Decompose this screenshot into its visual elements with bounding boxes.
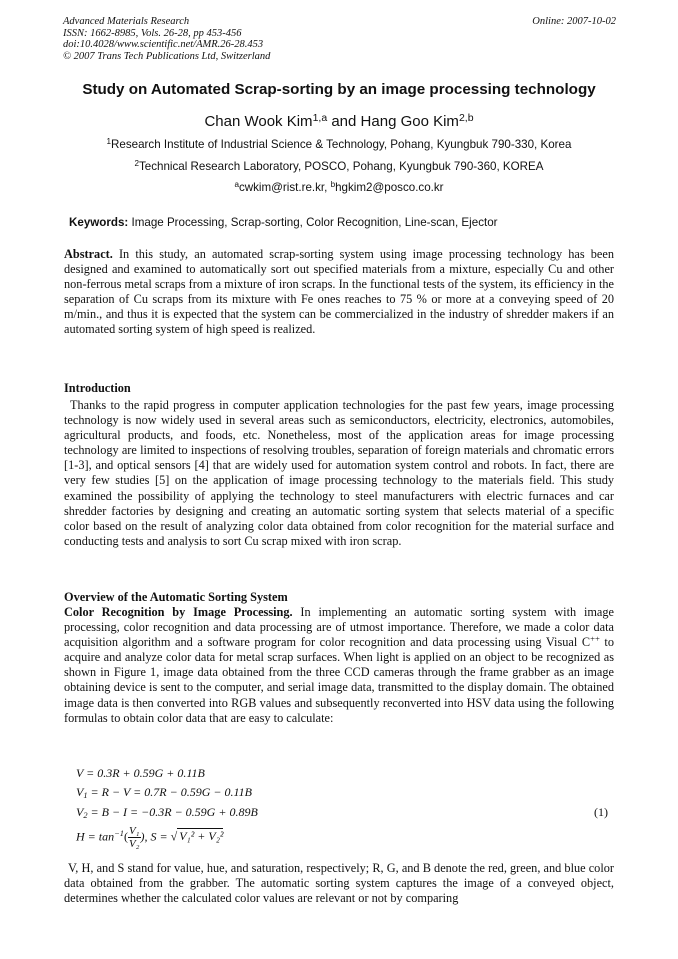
author-2-sup: 2,b xyxy=(458,111,474,124)
email-b-sup: b xyxy=(330,179,336,189)
overview-text-2: to acquire and analyze color data for metal scrap surfaces. When light is applied on an object to be recognized as shown in Figure 1, image data obtained from the three CCD cameras through the frame grabber as an image obtaining device is sent to the computer, and serial image data, transmitted to the display domain. The obtained image data is then converted into RGB values and subsequently reconverted into HSV data using the following formulas to obtain color data that are easy to calculate: xyxy=(64,635,614,725)
equation-numerator: V₁ xyxy=(128,825,140,837)
affiliation-2-text: Technical Research Laboratory, POSCO, Pohang, Kyungbuk 790-360, KOREA xyxy=(139,160,544,173)
introduction-text: Thanks to the rapid progress in computer application technologies for the past few years, image processing technology is now widely used in several areas such as semiconductors, electricity, electronics, automobiles, agricultural products, and foods, etc. Nonetheless, most of the application areas for image processing technology are limited to inspections of resolving troubles, separation of foreign materials and chromatic errors [1-3], and optical sensors [4] that are widely used for automation system control and robots. In fact, there are very few studies [5] on the application of image processing technology to the materials field. This study examined the possibility of applying the technology to steel manufacturers with electric furnaces and car shredder factories by designing and creating an automatic sorting system that selects material of a specific color based on the result of analyzing color data obtained from color recognition for the material surface and conducting tests and analysis to sort Cu scrap mixed with iron scrap. xyxy=(64,398,614,548)
abstract-label: Abstract. xyxy=(64,247,113,261)
abstract-paragraph xyxy=(64,247,614,338)
overview-sup: ++ xyxy=(590,633,600,644)
author-2: Hang Goo Kim xyxy=(360,113,459,130)
abstract-text: In this study, an automated scrap-sorting system using image processing technology has been designed and examined to automatically sort out specified materials from a mixture, especially Cu and other non-ferrous metal scraps from a mixture of iron scraps. In the functional tests of the system, its efficiency in the separation of Cu scraps from its mixture with Fe ones reaches to 75 % or more at a conveying speed of 20 m/min., and thus it is expected that the system can be commercialized in the industry of shredder makers if an automated sorting system of high speed is realized. xyxy=(64,247,614,337)
paper-title: Study on Automated Scrap-sorting by an image processing technology xyxy=(82,81,596,98)
equation-hue-saturation: $H = \tan^{-1}$( $\frac{\text{V₁}}{\text{V₂}}$ ), S = √ V₁² + V₂² xyxy=(76,825,224,850)
equation-v1-sub: 1 xyxy=(83,791,88,801)
copyright-line: © 2007 Trans Tech Publications Ltd, Switzerland xyxy=(63,50,271,62)
equation-fraction xyxy=(128,825,141,850)
equation-inverse: −1 xyxy=(114,829,124,839)
email-a-sup: a xyxy=(234,179,239,189)
affiliation-1 xyxy=(0,138,678,151)
equation-denominator: V₂ xyxy=(128,838,140,850)
email-b[interactable]: hgkim2@posco.co.kr xyxy=(335,181,444,194)
keywords-text: Image Processing, Scrap-sorting, Color Recognition, Line-scan, Ejector xyxy=(128,216,498,229)
author-conjunction: and xyxy=(327,113,361,130)
overview-text-1: In implementing an automatic sorting system with image processing, color recognition and data processing are of utmost importance. Therefore, we made a color data acquisition algorithm and a software program for color recognition and data processing using Visual C xyxy=(64,605,615,650)
equation-h: H = tan xyxy=(76,829,115,844)
doi-line: doi:10.4028/www.scientific.net/AMR.26-28.453 xyxy=(63,39,264,51)
journal-name: Advanced Materials Research xyxy=(63,16,190,27)
journal-header xyxy=(63,16,270,62)
equation-v2 xyxy=(76,805,258,820)
affiliation-2-sup: 2 xyxy=(134,158,139,168)
overview-subheading: Color Recognition by Image Processing. xyxy=(64,605,293,619)
affiliation-1-text: Research Institute of Industrial Science & Technology, Pohang, Kyungbuk 790-330, Korea xyxy=(111,138,572,151)
author-1-sup: 1,a xyxy=(312,111,328,124)
overview-heading: Overview of the Automatic Sorting System xyxy=(64,590,288,604)
keywords-line xyxy=(69,216,498,229)
affiliation-1-sup: 1 xyxy=(106,136,112,146)
equation-v2-sub: 2 xyxy=(83,811,88,821)
post-equation-text: V, H, and S stand for value, hue, and saturation, respectively; R, G, and B denote the red, green, and blue color data obtained from the grabber. The automatic sorting system captures the image of a conveyed object, determines whether the calculated color values are relevant or not by comparing xyxy=(64,861,614,906)
equation-value: V = 0.3R + 0.59G + 0.11B xyxy=(76,766,205,780)
issn-line: ISSN: 1662-8985, Vols. 26-28, pp 453-456 xyxy=(63,27,242,39)
email-line xyxy=(0,181,678,194)
equation-v2-rhs: = B − I = −0.3R − 0.59G + 0.89B xyxy=(87,805,258,819)
overview-paragraph xyxy=(64,605,614,726)
equation-v1-lhs: V xyxy=(76,785,84,799)
online-date: Online: 2007-10-02 xyxy=(532,16,616,27)
author-line xyxy=(0,113,678,130)
author-1: Chan Wook Kim xyxy=(204,113,313,130)
equation-v2-lhs: V xyxy=(76,805,84,819)
equation-v1 xyxy=(76,785,252,800)
equation-number: (1) xyxy=(594,805,608,819)
introduction-heading: Introduction xyxy=(64,381,131,395)
keywords-label: Keywords: xyxy=(69,216,129,229)
affiliation-2 xyxy=(0,160,678,173)
post-equation-paragraph xyxy=(64,861,614,906)
email-a[interactable]: cwkim@rist.re.kr, xyxy=(238,181,331,194)
equation-v1-rhs: = R − V = 0.7R − 0.59G − 0.11B xyxy=(87,785,252,799)
equation-s: ), S = xyxy=(140,829,171,844)
equation-sqrt: V₁² + V₂² xyxy=(179,829,224,844)
introduction-paragraph xyxy=(64,398,614,549)
